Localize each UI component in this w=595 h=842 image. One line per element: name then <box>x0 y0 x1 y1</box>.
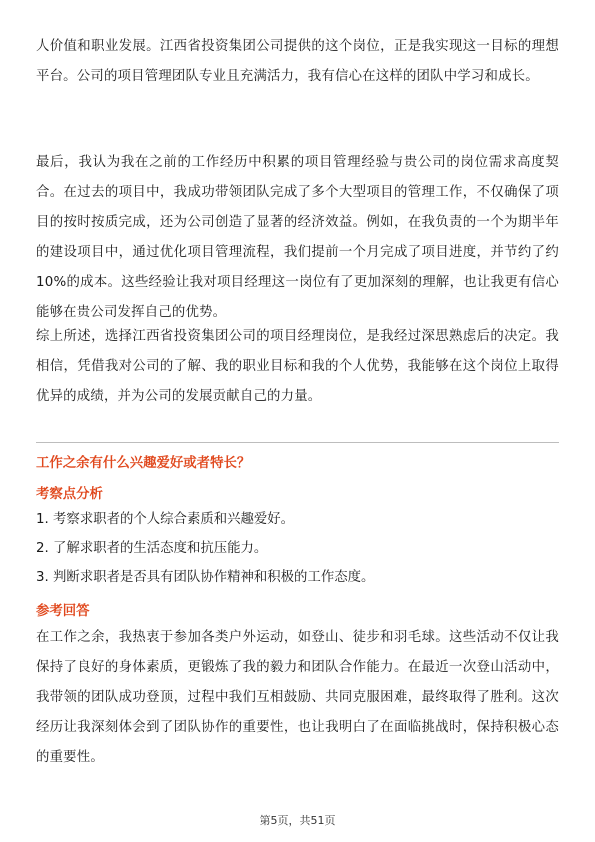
paragraph-career-goal: 人价值和职业发展。江西省投资集团公司提供的这个岗位，正是我实现这一目标的理想平台。公司的项目管理团队专业且充满活力，我有信心在这样的团队中学习和成长。 <box>36 39 559 84</box>
answer-text: 在工作之余，我热衷于参加各类户外运动，如登山、徒步和羽毛球。这些活动不仅让我保持了良好的身体素质，更锻炼了我的毅力和团队合作能力。在最近一次登山活动中，我带领的团队成功登顶，过程中我们互相鼓励、共同克服困难，最终取得了胜利。这次经历让我深刻体会到了团队协作的重要性，也让我明白了在面临挑战时，保持积极心态的重要性。 <box>36 630 559 765</box>
paragraph-experience: 最后，我认为我在之前的工作经历中积累的项目管理经验与贵公司的岗位需求高度契合。在过去的项目中，我成功带领团队完成了多个大型项目的管理工作，不仅确保了项目的按时按质完成，还为公司创造了显著的经济效益。例如，在我负责的一个为期半年的建设项目中，通过优化项目管理流程，我们提前一个月完成了项目进度，并节约了约10%的成本。这些经验让我对项目经理这一岗位有了更加深刻的理解，也让我更有信心能够在贵公司发挥自己的优势。 <box>36 155 559 320</box>
section-divider <box>36 442 559 443</box>
analysis-heading: 考察点分析 <box>36 487 103 502</box>
answer-heading: 参考回答 <box>36 604 90 619</box>
interview-question: 工作之余有什么兴趣爱好或者特长？ <box>36 456 251 471</box>
page-number-footer: 第5页，共51页 <box>259 814 336 827</box>
analysis-item: 3. 判断求职者是否具有团队协作精神和积极的工作态度。 <box>36 570 375 585</box>
paragraph-conclusion: 综上所述，选择江西省投资集团公司的项目经理岗位，是我经过深思熟虑后的决定。我相信，凭借我对公司的了解、我的职业目标和我的个人优势，我能够在这个岗位上取得优异的成绩，并为公司的发展贡献自己的力量。 <box>36 329 559 404</box>
analysis-item: 1. 考察求职者的个人综合素质和兴趣爱好。 <box>36 512 295 527</box>
analysis-item: 2. 了解求职者的生活态度和抗压能力。 <box>36 541 268 556</box>
